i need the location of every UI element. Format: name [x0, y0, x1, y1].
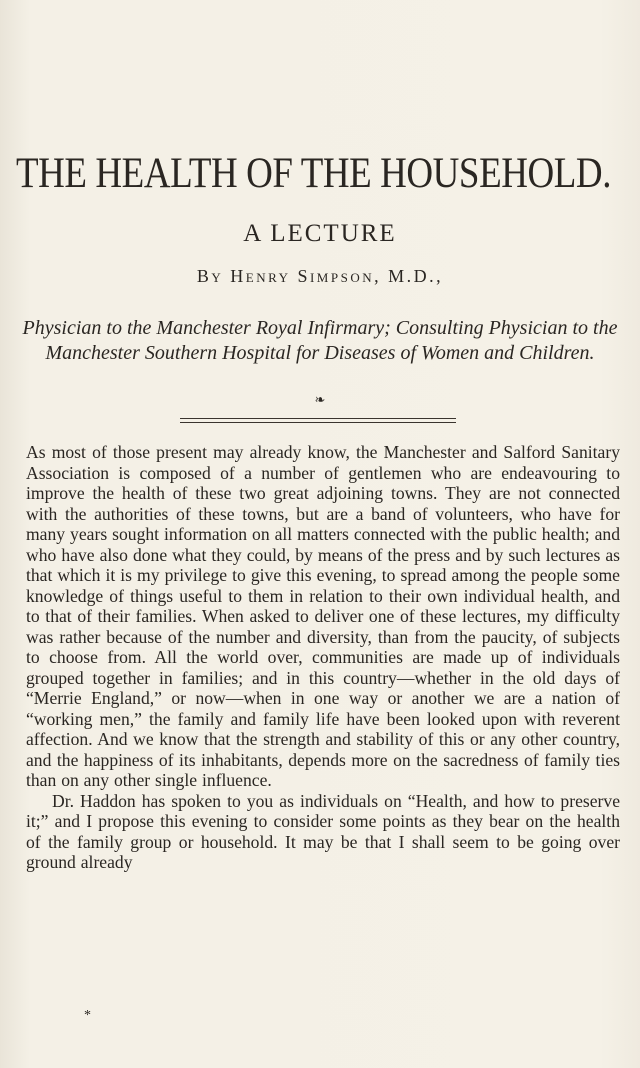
- paragraph-1: As most of those present may already know, the Manchester and Salford Sanitary Association is composed of a number of gentlemen who are endeavouring to improve the health of these two great adjoining towns. They are not connected with the authorities of these towns, but are a band of volunteers, who have for many years sought information on all matters connected with the public health; and who have also done what they could, by means of the press and by such lectures as that which it is my privilege to give this evening, to spread among the people some knowledge of things useful to them in relation to their own individual health, and to that of their families. When asked to deliver one of these lectures, my difficulty was rather because of the number and diversity, than from the paucity, of subjects to choose from. All the world over, communities are made up of individuals grouped together in families; and in this country—whether in the old days of “Merrie England,” or now—when in one way or another we are a nation of “working men,” the family and family life have been looked upon with reverent affection. And we know that the strength and stability of this or any other country, and the happiness of its inhabitants, depends more on the sacredness of family ties than on any other single influence.: [26, 442, 620, 790]
- author-affiliation: Physician to the Manchester Royal Infirmary; Consulting Physician to the Manchester Southern Hospital for Diseases of Women and Children.: [22, 317, 618, 364]
- ornament-icon: ❧: [314, 392, 326, 407]
- double-rule-divider: [180, 418, 456, 423]
- paragraph-2: Dr. Haddon has spoken to you as individuals on “Health, and how to preserve it;” and I propose this evening to consider some points as they bear on the health of the family group or household. It may be that I shall seem to be going over ground already: [26, 790, 620, 872]
- document-title: THE HEALTH OF THE HOUSEHOLD.: [16, 150, 612, 197]
- body-text: [26, 442, 620, 873]
- author-line: By Henry Simpson, M.D.,: [196, 266, 444, 286]
- document-subtitle: A LECTURE: [243, 220, 397, 247]
- signature-mark: *: [84, 1008, 91, 1023]
